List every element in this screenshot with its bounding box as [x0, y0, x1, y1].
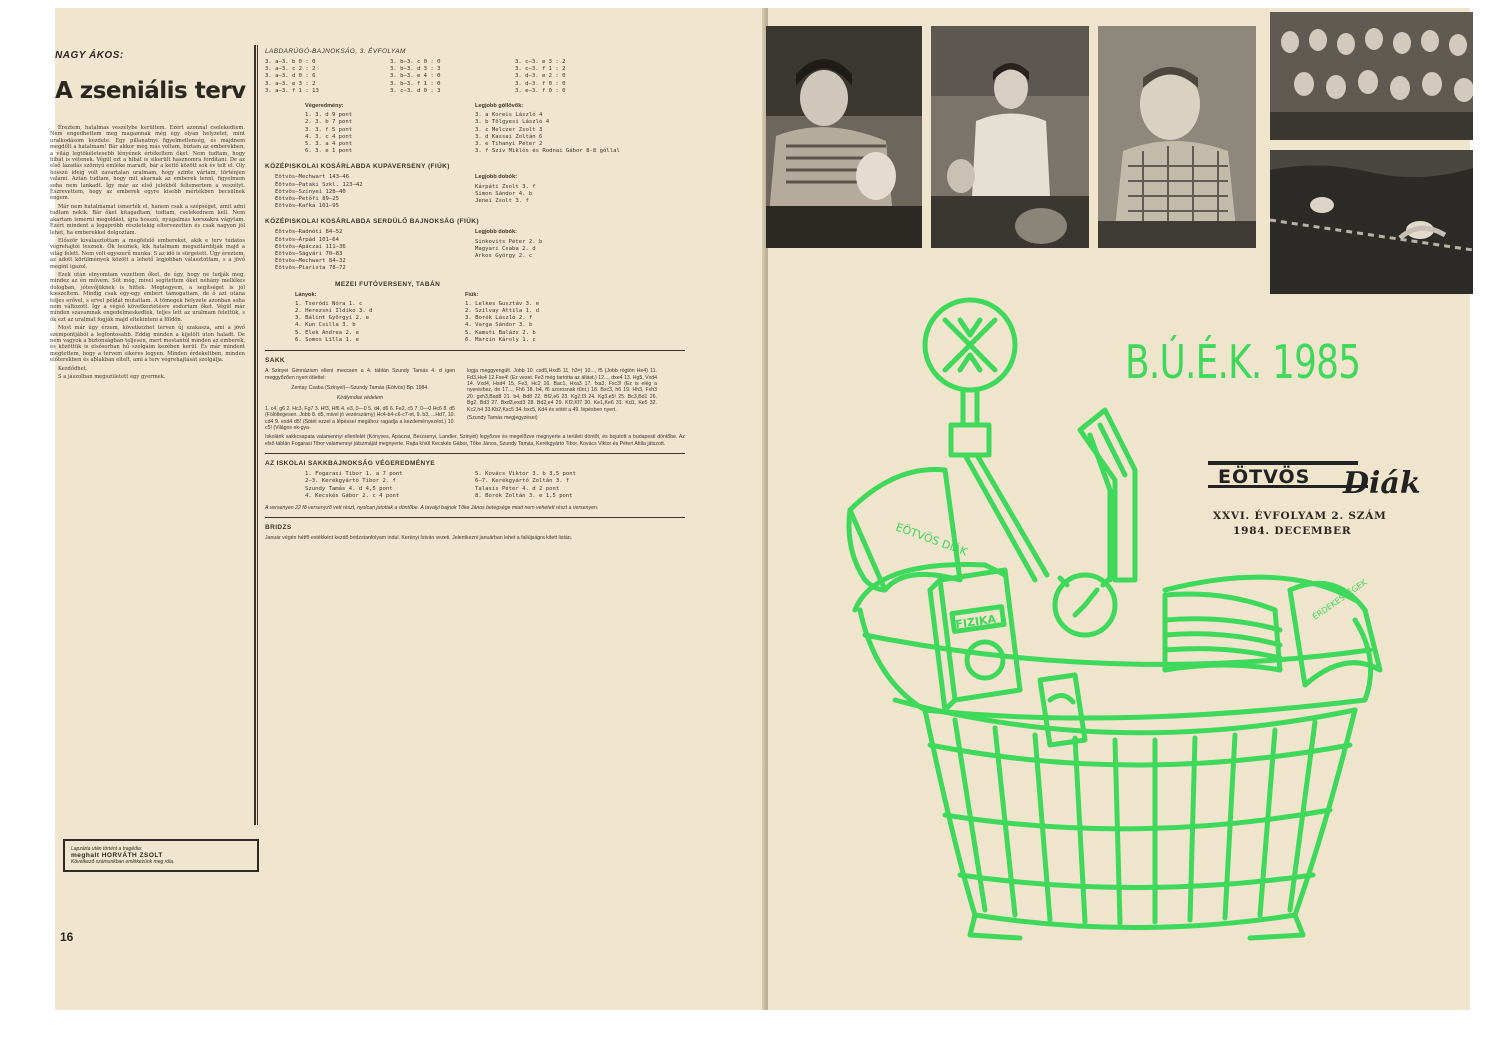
chess-annotation: (Szundy Tamás megjegyzései): [467, 414, 538, 421]
article-author: NAGY ÁKOS:: [55, 50, 124, 61]
match-result: Eötvös—Piarista 78—72: [275, 265, 346, 272]
standing-row: 6. 3. e 1 pont: [305, 148, 353, 155]
match-result: Eötvös—Kafka 101—95: [275, 203, 339, 210]
match-result: 3. c—3. f 1 : 2: [515, 66, 566, 73]
match-result: 3. d—3. f 0 : 0: [515, 80, 566, 87]
best-shooters-label: Legjobb dobók:: [475, 229, 517, 236]
photo-teacher-man: [1098, 26, 1256, 248]
article-paragraph: Kezdődhet.: [58, 365, 88, 372]
runner-row: 4. Kun Csilla 3. b: [295, 322, 356, 329]
column-divider-thin: [257, 45, 258, 825]
book-label: FIZIKA: [954, 612, 997, 632]
chess-standing-row: 5. Kovács Viktor 3. b 3,5 pont: [475, 471, 577, 478]
article-paragraph: S a jászolban megszületett egy gyermek.: [58, 374, 166, 381]
runner-row: 1. Lelkes Gusztáv 3. e: [465, 300, 540, 307]
match-result: 3. c—3. d 0 : 3: [390, 87, 441, 94]
paper-label: ÉRDEKESSÉGEK: [1310, 577, 1369, 622]
match-result: Eötvös—Árpád 101—64: [275, 236, 339, 243]
football-standings: [305, 103, 685, 155]
standing-row: 2. 3. b 7 pont: [305, 119, 353, 126]
gift-tag: [1040, 675, 1085, 745]
boys-label: Fiúk:: [465, 291, 479, 298]
chess-standing-row: Szundy Tamás 4. d 4,5 pont: [305, 485, 393, 492]
chess-team-report: Iskolánk sakkcsapata valamennyi ellenfelét (Könyves, Apáczai, Berzsenyi, Landler, Szinyei) legyőzve és megelőzve megnyerte a területi döntőt, és bejutott a budapesti döntőbe. Az első táblán Fogarasi Tibor valamennyi játszmáját megnyerte. Rajta kívül Kecskés Gábor, Tőke János, Szundy Tamás, Kerékgyártó Tibor, Kovács Viktor és Péteri Attila játszott.: [265, 434, 685, 447]
runner-row: 5. Elek Andrea 2. e: [295, 329, 359, 336]
article-title: A zseniális terv: [55, 78, 246, 104]
runner-row: 2. Herezsni Ildikó 3. d: [295, 308, 373, 315]
article-paragraph: Először kiválasztottam a megfelelő embereket, akik e terv tudatos végrehajtói lesznek. Ők lesznek, kik hatalmam megszilárdítják majd a világ felett. Nem volt egyszerű munka. S az idő is sürgetett. Úgy éreztem, az adott körülmények között a lehető legjobban választottam, s a jövő megint igazol.: [50, 237, 245, 270]
notice-line: Lapzárta után történt a tragédia:: [71, 846, 143, 852]
sports-results: [265, 48, 685, 542]
match-result: Eötvös—Radnóti 84—52: [275, 229, 343, 236]
scorer-row: 3. b Tölgyesi László 4: [475, 119, 550, 126]
issue-volume: XXVI. ÉVFOLYAM 2. SZÁM: [1213, 510, 1387, 522]
runner-row: 6. Somos Lilla 1. e: [295, 336, 359, 343]
match-result: 3. e—3. f 0 : 0: [515, 87, 566, 94]
basket-junior-title: KÖZÉPISKOLAI KOSÁRLABDA SERDÜLŐ BAJNOKSÁG (FIÚK): [265, 218, 479, 226]
chess-players: Zentay Csaba (Szinyei)—Szundy Tamás (Eötvös) Bp. 1984.: [291, 384, 429, 391]
runner-row: 6. Marcin Károly 1. c: [465, 336, 536, 343]
runner-row: 4. Varga Sándor 3. b: [465, 322, 533, 329]
scorer-row: 3. c Melczer Zsolt 3: [475, 126, 543, 133]
article-paragraph: Éreztem, hatalmas veszélybe kerültem. Ezért azonnal cselekedtem. Nem engedhettem meg magamnak még egy olyan helyzetet, mint uralkodásom kezdete. Egy pillanatnyi figyelmetlenség, és majdnem megdőlt a hatalmam! Bár akkor még más voltam, bíztam az emberekben, a világ legtökéletesebb lényének értékeltem őket. Nem tudtam, hogy hibát is vétenek. Végül ezt a hibát is sikerült hasznomra fordítani. De az első lázadás szörnyű emléke maradt, bár a kettő között sok év telt el. Oly hosszú ideig volt zavartalan uralmam, hogy szinte vártam, történjen valami. Aztán tudtam, hogy mit akarnak az emberek tenni, figyelmem soha nem lankadt. Így már az első jelekből felismertem a veszélyt. Észrevettem, hogy az emberek egyre kisebb mértékben becsülnek engem.: [50, 125, 245, 202]
bridge-text: Január végén hétfő estékként kezdő bridzstanfolyam indul. Kerényi István vezeti. Jelentkezni januárban lehet a faliújságra kitett listán.: [265, 535, 573, 542]
chess-standing-row: 2—3. Kerékgyártó Tibor 2. f: [305, 478, 396, 485]
match-result: 3. d—3. e 2 : 0: [515, 73, 566, 80]
girls-label: Lányok:: [295, 291, 317, 298]
runner-row: 3. Borók László 2. f: [465, 315, 533, 322]
scorers-label: Legjobb góllövők:: [475, 103, 524, 110]
match-result: Eötvös—Szinyei 128—40: [275, 188, 346, 195]
physics-book: [940, 570, 1020, 700]
chess-section: [265, 368, 685, 431]
notice-line: Következő számunkban emlékezünk meg róla.: [71, 859, 175, 865]
notice-box: [63, 839, 259, 872]
shooter-row: Magyari Csaba 2. d: [475, 245, 536, 252]
basket-junior: [275, 229, 685, 272]
chess-title: SAKK: [265, 357, 286, 365]
scorer-row: 3. d Kassai Zoltán 6: [475, 133, 543, 140]
article-body: [50, 125, 245, 382]
chess-moves: 1. c4, g6 2. Hc3, Fg7 3. Hf3, Hf6 4. e3, 0—0 5. d4, d6 6. Fe2, c5 7. 0—0 Hc6 8. d5 (Fölötlegesen. Jobb 8. d5, mivel jó vezérszárny) Hc4-b4-c6-c7-et, 9. b3, ...Hd7, 10. cd4 9. exd4 d5! (Sötét ezzel a lépéssel megához ragadja a kezdeményezést.) 10. c5! (Világos ek-gya-: [265, 405, 456, 431]
article-paragraph: Most már úgy érzem, következhet terven új szakasza, ami a jövő szempontjából a legfontosabb. Eddig minden a kijelölt úton haladt. De nem vagyok a biztonságban teljesen, mert mostantól minden az emberek, és közöttük is elsősorban hű szolgáim kezében kerül. És már mindent megtettem, hogy a tervem sikeres legyen. Minden érdekeltben, minden előterekben és ablakban eltelt, ami a terv végrehajtását szolgálja.: [50, 325, 245, 364]
scorer-row: 3. f Sziv Miklós és Rodnai Gábor 8-8 góllal: [475, 148, 620, 155]
chess-standing-row: 1. Fogarasi Tibor 1. a 7 pont: [305, 471, 403, 478]
chess-standing-row: 8. Borók Zoltán 3. e 1,5 pont: [475, 492, 573, 499]
cross-country: [295, 292, 685, 344]
basket-cup: [275, 174, 685, 210]
school-chess-results: [305, 471, 685, 500]
match-result: 3. b—3. f 1 : 0: [390, 80, 441, 87]
shooter-row: Simon Sándor 4. b: [475, 190, 533, 197]
match-result: 3. b—3. c 0 : 0: [390, 59, 441, 65]
match-result: Eötvös—Ságvári 70—83: [275, 251, 343, 258]
scorer-row: 3. e Tihanyi Péter 2: [475, 141, 543, 148]
issue-date: 1984. DECEMBER: [1233, 525, 1352, 537]
chess-intro: A Szinyei Gimnázium elleni meccsen a 4. táblán Szundy Tamás 4. d igen meggyőzően nyert ötlettel:: [265, 368, 455, 381]
standing-row: 4. 3. c 4 pont: [305, 133, 353, 140]
runner-row: 2. Szilvay Attila 1. d: [465, 308, 540, 315]
basket-illustration: [835, 290, 1395, 955]
cross-country-title: MEZEI FUTÓVERSENY, TABÁN: [335, 280, 441, 288]
column-divider: [254, 45, 256, 825]
shooter-row: Kárpáti Zsolt 3. f: [475, 183, 536, 190]
school-chess-title: AZ ISKOLAI SAKKBAJNOKSÁG VÉGEREDMÉNYE: [265, 460, 436, 468]
photo-teacher-woman: [766, 26, 922, 248]
match-result: 3. b—3. e 4 : 0: [390, 73, 441, 80]
notice-name: meghalt HORVÁTH ZSOLT: [71, 852, 163, 859]
match-result: Eötvös—Apáczai 111—36: [275, 243, 346, 250]
match-result: Eötvös—Mechwart 84—32: [275, 258, 346, 265]
football-title: LABDARÚGÓ-BAJNOKSÁG, 3. ÉVFOLYAM: [265, 48, 406, 55]
chess-moves-cont: logja meggyengült. Jobb 10. cxd5,Hxd5 11. h3=) 10..., f5 (Jobb rögtön He4) 11. Fd3,He4 12.Fxe4! (Ez vezet. Fe3 még tartotta az állást.) 12..., dxe4 13. Hg5, Vxd4 14. Vxd4, Hxd4 15. Fe3, Hc2 16. Bac1, Hxa3 17. fxa3, Fxc3! (Ez is elég a nyeréshez, de 17..., Fh6 18. b4, f6 szorosnak tűnt.) 18. Bxc3, h6 19. Hh3, Fxh3 20. gxh3,Bad8 21. b4, Bd8 22. Bf2,e6 23. Kg2,f3 24. Kg3,e5! 25. Bc3,Bd1 26. Bg2, Bd3 27. Bxd3,exd3 28. Bd2,e4 29. Kf2,Kf7 30. Ke1,Ke6 31. Kd1, Ke5 32. Kc2,h4 33.Kb2,Kxc5 34. bxc5, Kd4 és sötét a 49. lépésben nyert.: [467, 368, 657, 413]
page-number: 16: [60, 930, 74, 944]
match-result: 3. b—3. d 3 : 3: [390, 66, 441, 73]
football-matches: [265, 59, 685, 95]
match-result: 3. a—3. e 3 : 2: [265, 80, 316, 87]
runner-row: 3. Bálint Györgyi 2. e: [295, 315, 370, 322]
match-result: 3. c—3. e 3 : 2: [515, 59, 566, 65]
chess-standing-row: Talasis Péter 4. d 2 pont: [475, 485, 560, 492]
standing-row: 5. 3. a 4 pont: [305, 141, 353, 148]
match-result: 3. a—3. d 0 : 6: [265, 73, 316, 80]
basket-cup-title: KÖZÉPISKOLAI KOSÁRLABDA KUPAVERSENY (FIÚK): [265, 163, 450, 171]
standing-row: 1. 3. d 9 pont: [305, 112, 353, 119]
shooter-row: Jenei Zsolt 3. f: [475, 198, 529, 205]
bridge-title: BRIDZS: [265, 524, 292, 532]
photo-audience: [1270, 12, 1473, 140]
match-result: 3. a—3. c 2 : 2: [265, 66, 316, 73]
basket-handle-right: [1165, 577, 1355, 600]
school-chess-note: A versenyen 22 fő versenyző vett részt, nyolcan jutottak a döntőbe. A tavalyi bajnok Tőke János betegsége miatt nem vehetett részt a versenyen.: [265, 504, 599, 511]
runner-row: 5. Kamuti Balázs 2. b: [465, 329, 536, 336]
logo-text-diak: Diák: [1343, 466, 1421, 500]
chess-opening: Királyindiai védelem: [336, 395, 384, 402]
final-label: Végeredmény:: [305, 103, 344, 110]
runner-row: 1. Tseródi Nóra 1. c: [295, 300, 363, 307]
article-paragraph: Ezek után elnyomtam vezettem őket, de úgy, hogy ne tudják meg, mindez az én művem. Sőt még, mivel segítettem őket néhány mellékes dologban, jótevőjüknek is hittek. Megtegyem, a segítséget is jól kieszeltem. Mindig csak egy-egy embert támogattam, de ő azt utána teljes erővel, s ervel példát mutattam. A tömegek helyzete azonban soha nem változott. Így a végső következtetésre sodortam őket. Végül már minden szavamnak engedelmeskedtek, teljes lett az uralmam felettük, s ők ezt az uralmat fogják majd eltekinteni a földön.: [50, 271, 245, 323]
match-result: 3. a—3. f 1 : 13: [265, 87, 319, 94]
article-paragraph: Már nem hatalmamat ismerték el, hanem csak a szépséget, amit adni tudtam nekik. Bár őket kitagadtam, tudtam, cselekednem kell. Nem akartam ismerni megoldást, újra hosszú, nyugalmas korszakra vágytam. Ezért mindent a legapróbb részletekig eltervezetten és csak nagyon jól lehet, ha emberekkel dolgoztam.: [50, 203, 245, 236]
chess-standing-row: 4. Kecskés Gábor 2. c 4 pont: [305, 492, 400, 499]
new-year-greeting: B.Ú.É.K. 1985: [1125, 335, 1361, 389]
shooter-row: Sinkovits Péter 2. b: [475, 238, 543, 245]
shooter-row: Arkos György 2. c: [475, 253, 533, 260]
newspaper-label: EÖTVÖS DIÁK: [893, 520, 970, 559]
match-result: Eötvös—Mechwart 143—46: [275, 174, 350, 181]
photo-student-standing: [931, 26, 1089, 248]
logo-text-eotvos: EÖTVÖS: [1218, 466, 1311, 488]
standing-row: 3. 3. f 5 pont: [305, 126, 353, 133]
chess-standing-row: 6—7. Kerékgyártó Zoltán 3. f: [475, 478, 570, 485]
match-result: Eötvös—Pataki Szkl. 123—42: [275, 181, 363, 188]
match-result: Eötvös—Petőfi 89—25: [275, 196, 339, 203]
photo-swimming-pool: [1270, 150, 1473, 294]
best-shooters-label: Legjobb dobók:: [475, 174, 517, 181]
scorer-row: 3. a Koreis László 4: [475, 112, 543, 119]
match-result: 3. a—3. b 0 : 0: [265, 59, 316, 65]
